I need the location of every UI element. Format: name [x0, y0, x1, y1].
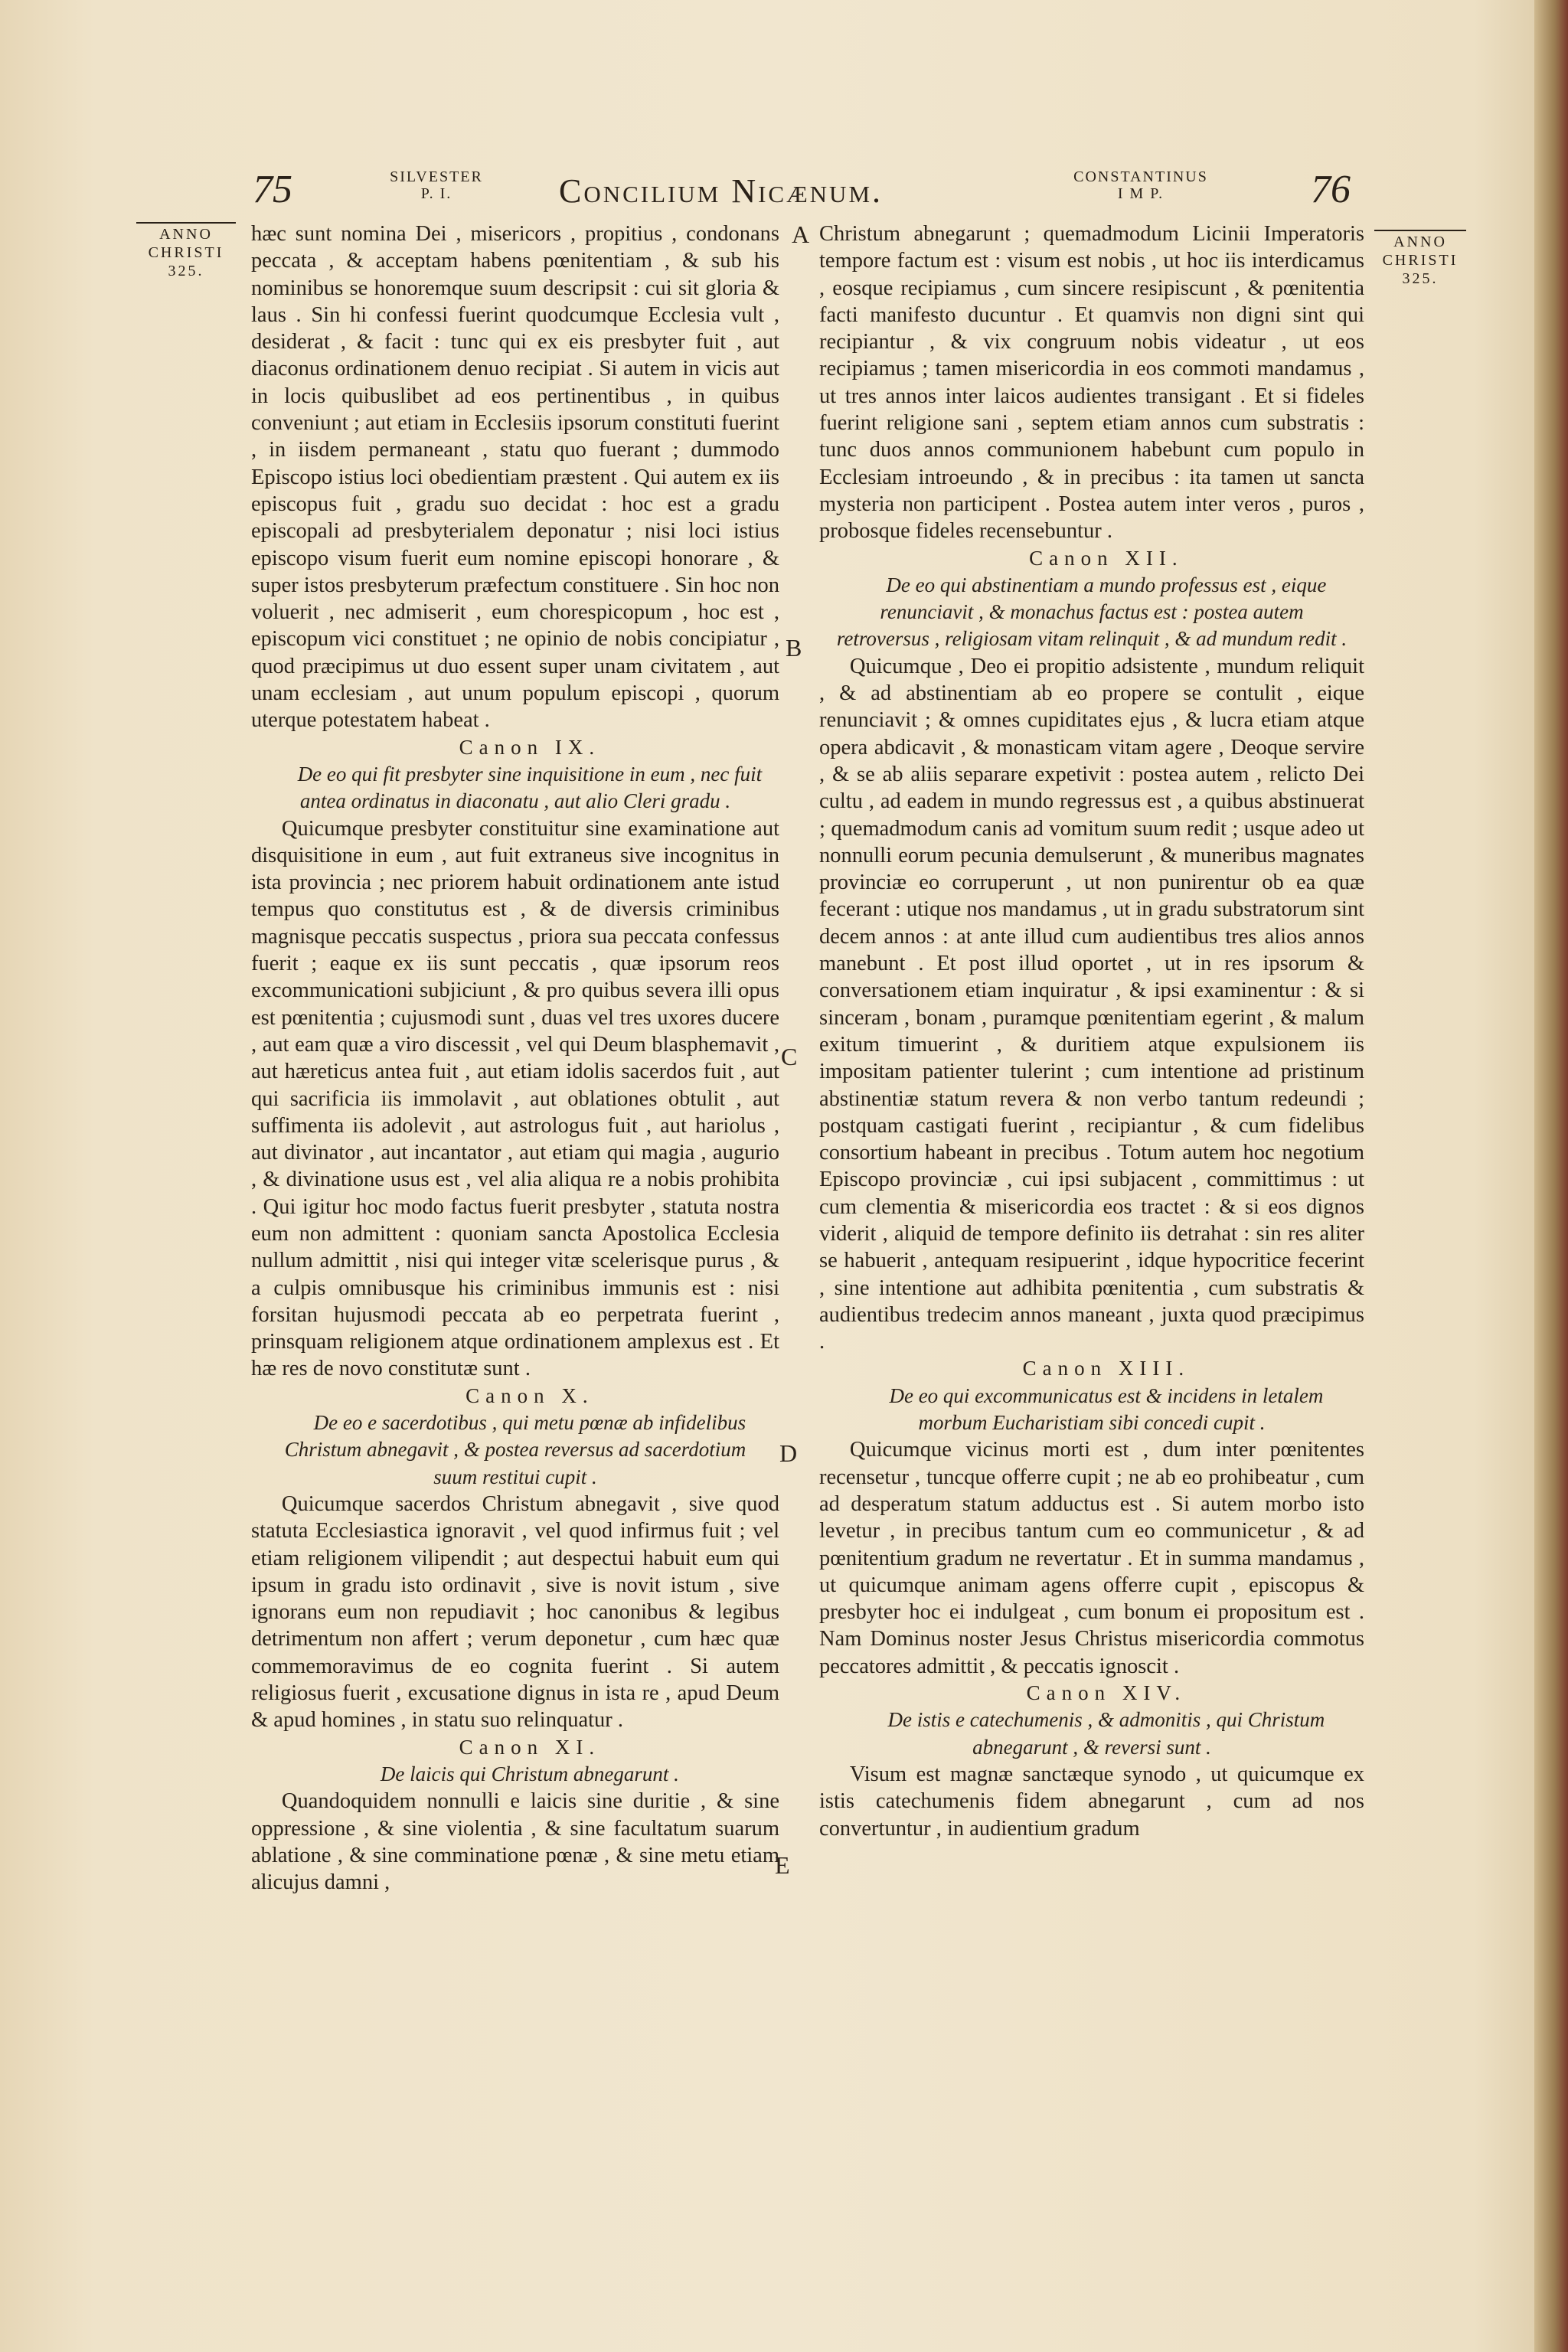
canon-rubric: De eo qui abstinentiam a mundo professus est , eique renunciavit , & monachus factus est : postea autem retroversus , religiosam vitam relinquit , & ad mundum redit . — [836, 573, 1348, 651]
paragraph: Visum est magnæ sanctæque synodo , ut quicumque ex istis catechumenis fidem abnegarunt , cum ad nos convertuntur , in audientium gradum — [819, 1762, 1364, 1841]
section-letter-d: D — [779, 1439, 798, 1467]
left-column — [251, 220, 779, 1896]
header-left-subtitle: SILVESTER P. I. — [390, 168, 483, 202]
running-header — [0, 167, 1568, 213]
section-letter-a: A — [792, 220, 810, 248]
canon-heading: Canon IX. — [459, 735, 601, 759]
canon-rubric: De laicis qui Christum abnegarunt . — [380, 1762, 679, 1785]
paragraph: Quandoquidem nonnulli e laicis sine duritie , & sine oppressione , & sine violentia , & sine facultatum suarum ablatione , & sine comminatione pœnæ , & sine metu etiam alicujus damni , — [251, 1789, 779, 1895]
right-column — [819, 220, 1364, 1842]
canon-heading: Canon XII. — [1029, 546, 1184, 570]
paragraph: Quicumque , Deo ei propitio adsistente , mundum reliquit , & ad abstinentiam ab eo propere se contulit , eique renunciavit ; & omnes cupiditates ejus , & lucra etiam atque opera abdicavit , & monasticam vitam agere , Deoque servire , & se ab aliis separare expetivit : postea autem , relicto Dei cultu , ad eadem in mundo regressus est , a quibus abstinuerat ; quemadmodum canis ad vomitum suum redit ; usque adeo ut nonnulli eorum pecunia demulserunt , & muneribus magnates provinciæ eo corruperunt , ut non punirentur ob ea quæ fecerant : utique nos mandamus , ut in gradu substratorum sint decem annos : at ante illud cum audientibus tres alios annos manebunt . Et post illud oportet , ut in res ipsorum & conversationem etiam inquiratur , & ipsi examinentur : & si sinceram , bonam , puramque pœnitentiam egerint , & malum exitum timuerint , & duritiem atque expulsionem iis impositam patienter tulerint ; cum intentione ad pristinum abstinentiæ statum revera & non verbo tantum redeundi ; postquam castigati fuerint , recipiantur , & cum fidelibus consortium habeant in precibus . Totum autem hoc negotium Episcopo provinciæ , cui ipsi subjacent , committimus : ut cum clementia & misericordia eos tractet : & si eos dignos viderit , aliquid de tempore definito iis detrahat : sin res aliter se habuerit , antequam resipuerint , idque hypocritice fecerint , sine intentione aut adhibita pœnitentia , cum substratis & audientibus tredecim annos maneant , juxta quod præcipimus . — [819, 654, 1364, 1354]
margin-year-right: ANNO CHRISTI 325. — [1374, 230, 1466, 288]
canon-heading: Canon X. — [466, 1383, 594, 1407]
canon-rubric: De eo qui fit presbyter sine inquisitione in eum , nec fuit antea ordinatus in diaconatu , aut alio Cleri gradu . — [297, 762, 763, 813]
page-number-right: 76 — [1311, 168, 1351, 211]
paragraph: Quicumque vicinus morti est , dum inter pœnitentes recensetur , tuncque offerre cupit ; ne ab eo prohibeatur , cum ad desperatum statum adductus est . Si autem morbo isto levetur , in precibus tantum cum eo communicetur , & ad pœnitentium gradum ne revertatur . Et in summa mandamus , ut quicumque animam agens offerre cupit , episcopus & presbyter hoc ei indulgeat , cum bonum ei propositum est . Nam Dominus noster Jesus Christus misericordia commotus peccatores admittit , & peccatis ignoscit . — [819, 1438, 1364, 1678]
header-title: Concilium Nicænum. — [559, 172, 884, 210]
paragraph: hæc sunt nomina Dei , misericors , propitius , condonans peccata , & acceptam habens pœnitentiam , & sub his nominibus se honoremque suum descripsit : cui sit gloria & laus . Sin hi confessi fuerint quodcumque Ecclesia vult , desiderat , & facit : tunc qui ex eis presbyter fuit , aut diaconus ordinationem denuo recipiat . Si autem in vicis aut in locis quibuslibet ad eos pertinentibus , in quibus conveniunt ; aut etiam in Ecclesiis ipsorum constituti fuerint , in iisdem permaneant , statu quo fuerant ; dummodo Episcopo istius loci obedientiam præstent . Qui autem ex iis episcopus fuit , gradu suo decidat : hoc est a gradu episcopali ad presbyterialem deponatur ; nisi loci istius episcopo visum fuerit eum nomine episcopi honorare , & super istos presbyterum præfectum constituere . Sin hoc non voluerit , nec admiserit , eum chorespicopum , hoc est , episcopum vici constituet ; ne opinio de nobis concipiatur , quod præcipimus ut duo essent super unam civitatem , aut unam ecclesiam , aut unum populum episcopi , quorum uterque potestatem habeat . — [251, 222, 779, 733]
margin-year-left: ANNO CHRISTI 325. — [136, 222, 236, 280]
canon-heading: Canon XIII. — [1022, 1357, 1191, 1380]
canon-rubric: De eo e sacerdotibus , qui metu pœnæ ab infidelibus Christum abnegavit , & postea reversus ad sacerdotium suum restitui cupit . — [284, 1411, 746, 1488]
canon-rubric: De eo qui excommunicatus est & incidens in letalem morbum Eucharistiam sibi concedi cupit . — [889, 1383, 1324, 1435]
book-edge — [1534, 0, 1568, 2352]
section-letter-e: E — [775, 1851, 790, 1879]
canon-heading: Canon XI. — [459, 1735, 601, 1759]
section-letter-c: C — [781, 1043, 798, 1070]
canon-rubric: De istis e catechumenis , & admonitis , qui Christum abnegarunt , & reversi sunt . — [887, 1708, 1325, 1759]
paragraph: Quicumque sacerdos Christum abnegavit , sive quod statuta Ecclesiastica ignoravit , vel quod infirmus fuit ; vel etiam religionem vilipendit ; aut despectui habuit eum qui ipsum in gradu isto ordinavit , sive is novit istum , sive ignorans eum non repudiavit ; hoc canonibus & legibus detrimentum non affert ; verum deponetur , cum hæc quæ commemoravimus de eo cognita fuerint . Si autem religiosus fuerit , excusatione dignus in ista re , apud Deum & apud homines , in statu suo relinquatur . — [251, 1491, 779, 1733]
section-letter-b: B — [786, 634, 802, 662]
paragraph: Christum abnegarunt ; quemadmodum Licinii Imperatoris tempore factum est : visum est nobis , ut hoc iis interdicamus , eosque recipiamus , cum sincere resipiscunt , & pœnitentia facti manifesto ducuntur . Et quamvis non digni sint qui recipiantur , & vix congruum nobis videatur , ut eos recipiamus ; tamen misericordia in eos commoti mandamus , ut tres annos inter laicos audientes transigant . Et si fideles fuerint religione sani , septem etiam annos cum substratis : tunc duos annos communionem habebunt cum populo in Ecclesiam introeundo , & in precibus : ita tamen ut sancta mysteria non participent . Postea autem inter veros , puros , probosque fideles recensebuntur . — [819, 222, 1364, 544]
paragraph: Quicumque presbyter constituitur sine examinatione aut disquisitione in eum , aut fuit extraneus sive incognitus in ista provincia ; nec priorem habuit ordinationem ante istud tempus quo constitutus est , & de diversis criminibus magnisque peccatis suspectus , priora sua peccata confessus fuerit ; eaque ex iis sunt peccatis , quæ ipsorum reos excommunicationi subjiciunt , & pro quibus severa illi opus est pœnitentia ; cujusmodi sunt , duas vel tres uxores ducere , aut eam quæ a viro discessit , vel qui Deum blasphemavit , aut hæreticus antea fuit , aut etiam idolis sacerdos fuit , aut qui sacrificia iis immolavit , aut oblationes obtulit , aut suffimenta iis adolevit , aut astrologus fuit , aut hariolus , aut divinator , aut incantator , aut etiam qui magia , augurio , & divinatione usus est , vel alia aliqua re a nobis prohibita . Qui igitur hoc modo factus fuerit presbyter , statuta nostra eum non admittent : quoniam sancta Apostolica Ecclesia nullum admittit , nisi qui integer vitæ scelerisque purus , & a culpis omnibusque his criminibus immunis est : nisi forsitan hujusmodi peccata ab eo perpetrata fuerint , prinsquam religionem atque ordinationem amplexus est . Et hæ res de novo constitutæ sunt . — [251, 816, 779, 1381]
canon-heading: Canon XIV. — [1026, 1681, 1187, 1705]
page-number-left: 75 — [253, 168, 292, 211]
header-right-subtitle: CONSTANTINUS I M P. — [1073, 168, 1208, 202]
